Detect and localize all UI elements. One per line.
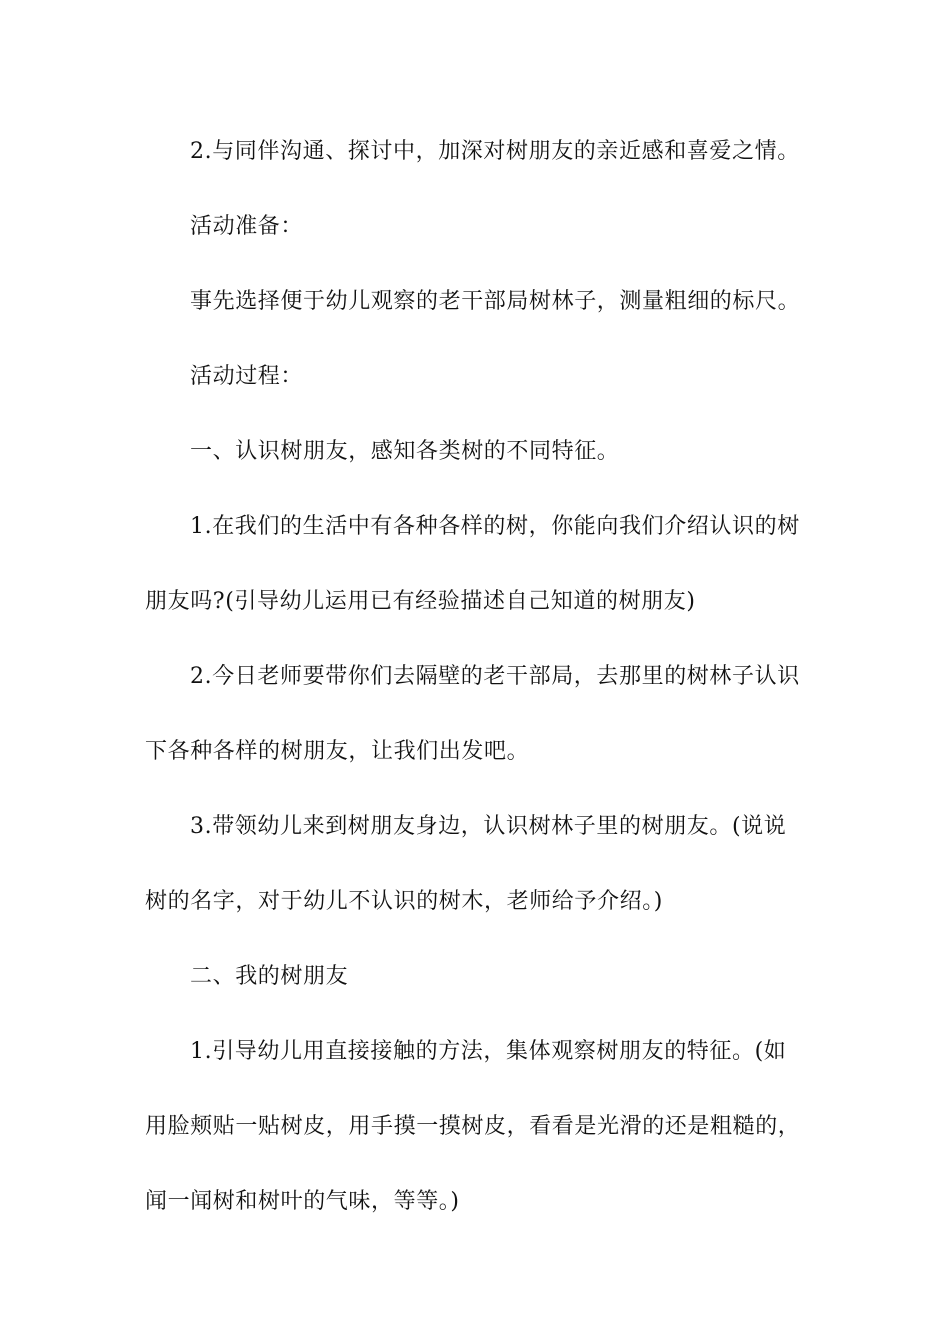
paragraph [145, 789, 805, 939]
paragraph-text: 2.与同伴沟通、探讨中，加深对树朋友的亲近感和喜爱之情。 [190, 139, 800, 164]
paragraph-text: 活动准备： [190, 214, 304, 239]
paragraph [145, 114, 805, 189]
paragraph [145, 1014, 805, 1239]
paragraph [145, 639, 805, 789]
paragraph-text: 事先选择便于幼儿观察的老干部局树林子，测量粗细的标尺。 [190, 289, 801, 314]
paragraph-text: 活动过程： [190, 364, 304, 389]
paragraph-text: 1.在我们的生活中有各种各样的树，你能向我们介绍认识的树朋友吗?(引导幼儿运用已有经验描述自己知道的树朋友) [145, 514, 800, 614]
section-heading [145, 939, 805, 1014]
paragraph-text: 2.今日老师要带你们去隔壁的老干部局，去那里的树林子认识下各种各样的树朋友，让我们出发吧。 [145, 664, 800, 764]
paragraph [145, 264, 805, 339]
paragraph-text: 3.带领幼儿来到树朋友身边，认识树林子里的树朋友。(说说树的名字，对于幼儿不认识的树木，老师给予介绍。) [145, 814, 787, 914]
section-heading [145, 339, 805, 414]
section-heading [145, 189, 805, 264]
paragraph-text: 一、认识树朋友，感知各类树的不同特征。 [190, 439, 620, 464]
paragraph-text: 二、我的树朋友 [190, 964, 349, 989]
paragraph-text: 1.引导幼儿用直接接触的方法，集体观察树朋友的特征。(如用脸颊贴一贴树皮，用手摸一摸树皮，看看是光滑的还是粗糙的，闻一闻树和树叶的气味，等等。) [145, 1039, 801, 1214]
section-heading [145, 414, 805, 489]
paragraph [145, 489, 805, 639]
